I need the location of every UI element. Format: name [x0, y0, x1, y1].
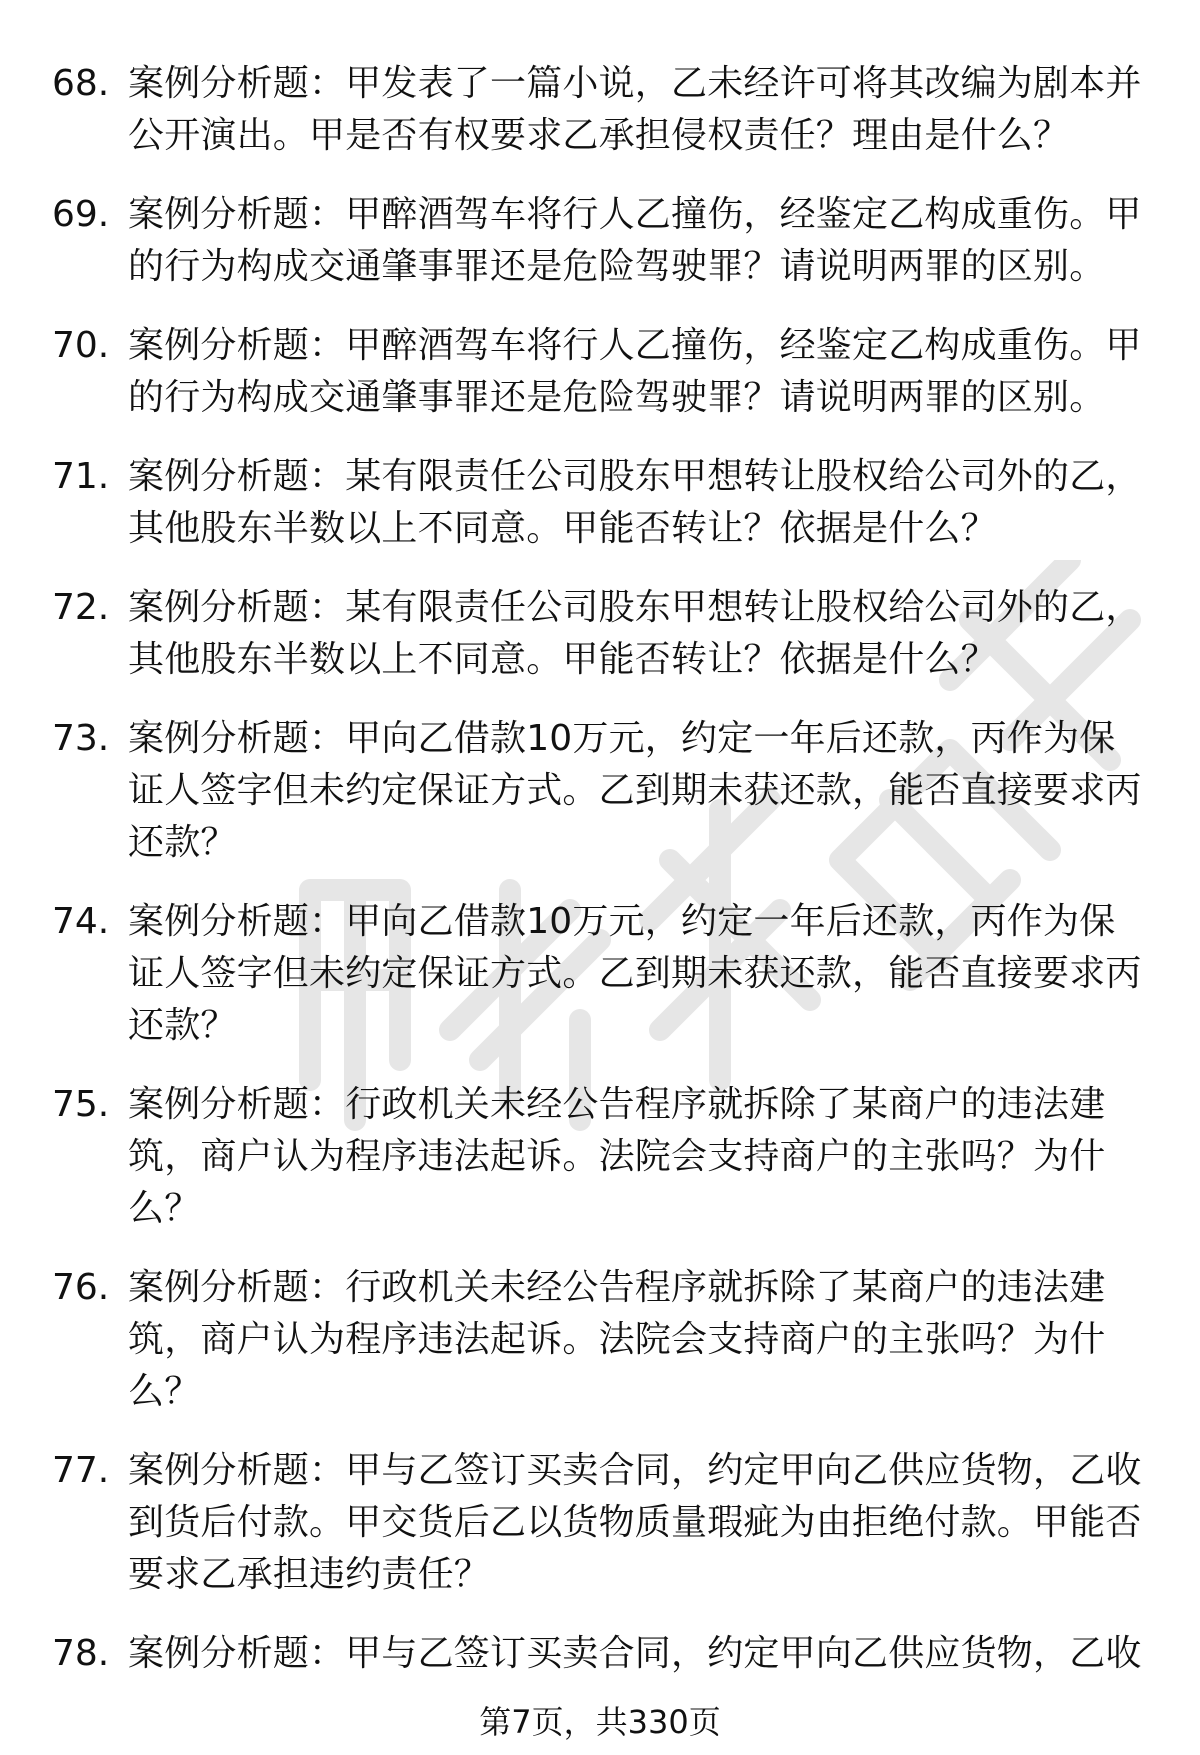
question-item — [0, 582, 1200, 686]
page-number-label: 第7页，共330页 — [479, 1703, 721, 1741]
question-text: 案例分析题：甲发表了一篇小说，乙未经许可将其改编为剧本并公开演出。甲是否有权要求乙承担侵权责任？理由是什么？ — [128, 63, 1142, 156]
question-text: 案例分析题：甲向乙借款10万元，约定一年后还款，丙作为保证人签字但未约定保证方式。乙到期未获还款，能否直接要求丙还款？ — [128, 718, 1142, 863]
question-item — [0, 713, 1200, 869]
question-item — [0, 320, 1200, 424]
question-number: 71. — [52, 456, 110, 497]
question-list — [0, 58, 1200, 1707]
question-number: 74. — [52, 901, 110, 942]
question-item — [0, 1262, 1200, 1418]
question-number: 70. — [52, 325, 110, 366]
question-item — [0, 1079, 1200, 1235]
question-number: 73. — [52, 718, 110, 759]
question-text: 案例分析题：某有限责任公司股东甲想转让股权给公司外的乙，其他股东半数以上不同意。甲能否转让？依据是什么？ — [128, 456, 1142, 549]
question-text: 案例分析题：某有限责任公司股东甲想转让股权给公司外的乙，其他股东半数以上不同意。甲能否转让？依据是什么？ — [128, 587, 1142, 680]
question-number: 75. — [52, 1084, 110, 1125]
question-text: 案例分析题：行政机关未经公告程序就拆除了某商户的违法建筑，商户认为程序违法起诉。法院会支持商户的主张吗？为什么？ — [128, 1084, 1106, 1229]
question-item — [0, 451, 1200, 555]
question-text: 案例分析题：甲与乙签订买卖合同，约定甲向乙供应货物，乙收 — [128, 1633, 1142, 1674]
question-item — [0, 189, 1200, 293]
question-number: 76. — [52, 1267, 110, 1308]
question-text: 案例分析题：甲醉酒驾车将行人乙撞伤，经鉴定乙构成重伤。甲的行为构成交通肇事罪还是危险驾驶罪？请说明两罪的区别。 — [128, 194, 1142, 287]
question-item — [0, 58, 1200, 162]
question-number: 72. — [52, 587, 110, 628]
question-number: 68. — [52, 63, 110, 104]
question-number: 78. — [52, 1633, 110, 1674]
question-text: 案例分析题：甲与乙签订买卖合同，约定甲向乙供应货物，乙收到货后付款。甲交货后乙以货物质量瑕疵为由拒绝付款。甲能否要求乙承担违约责任？ — [128, 1450, 1142, 1595]
question-item — [0, 896, 1200, 1052]
question-text: 案例分析题：甲醉酒驾车将行人乙撞伤，经鉴定乙构成重伤。甲的行为构成交通肇事罪还是危险驾驶罪？请说明两罪的区别。 — [128, 325, 1142, 418]
question-item — [0, 1628, 1200, 1680]
question-number: 69. — [52, 194, 110, 235]
question-text: 案例分析题：行政机关未经公告程序就拆除了某商户的违法建筑，商户认为程序违法起诉。法院会支持商户的主张吗？为什么？ — [128, 1267, 1106, 1412]
question-text: 案例分析题：甲向乙借款10万元，约定一年后还款，丙作为保证人签字但未约定保证方式。乙到期未获还款，能否直接要求丙还款？ — [128, 901, 1142, 1046]
question-item — [0, 1445, 1200, 1601]
page-footer — [0, 1700, 1200, 1744]
question-number: 77. — [52, 1450, 110, 1491]
